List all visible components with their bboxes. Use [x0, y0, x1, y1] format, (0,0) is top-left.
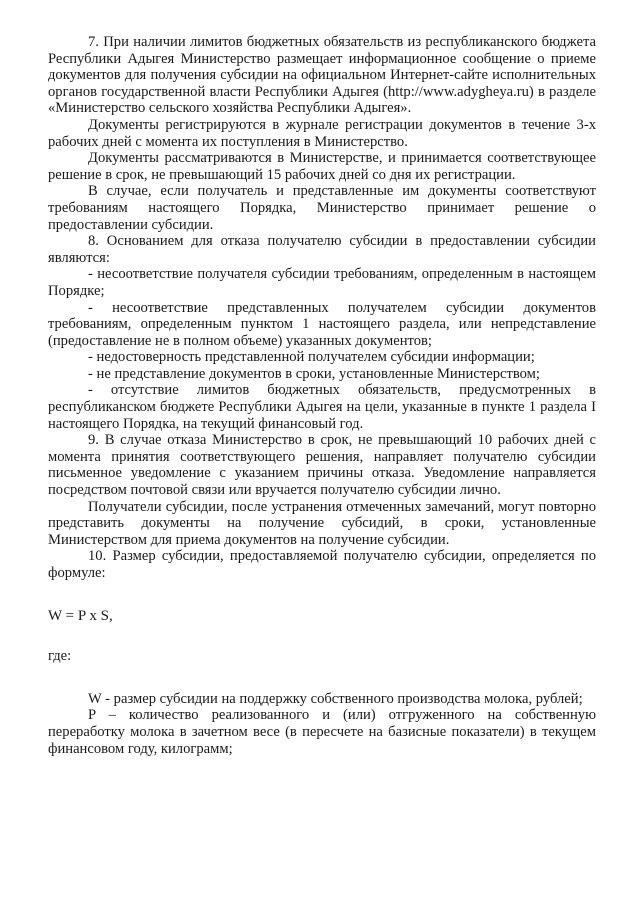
document-page [48, 34, 596, 757]
paragraph-registration: Документы регистрируются в журнале регистрации документов в течение 3-х рабочих дней с момента их поступления в Министерство. [48, 116, 596, 150]
paragraph-7-announcement: 7. При наличии лимитов бюджетных обязательств из республиканского бюджета Республики Адыгея Министерство размещает информационное сообщение о приеме документов для получения субсидии на официальном Интернет-сайте исполнительных органов государственной власти Республики Адыгея (http://www.adygheya.ru) в разделе «Министерство сельского хозяйства Республики Адыгея». [48, 34, 596, 117]
paragraph-resubmission: Получатели субсидии, после устранения отмеченных замечаний, могут повторно представить документы на получение субсидий, в сроки, установленные Министерством для приема документов на получение субсидии. [48, 498, 596, 548]
list-item-refusal-3: - недостоверность представленной получателем субсидии информации; [88, 349, 535, 366]
list-item-refusal-5: - отсутствие лимитов бюджетных обязательств, предусмотренных в республиканском бюджете Республики Адыгея на цели, указанные в пункте 1 раздела I настоящего Порядка, на текущий финансовый год. [48, 382, 596, 432]
where-label: где: [48, 648, 72, 665]
list-item-refusal-2: - несоответствие представленных получателем субсидии документов требованиям, определенным пунктом 1 настоящего раздела, или непредставление (предоставление не в полном объеме) указанных документов; [48, 299, 596, 349]
paragraph-9-notification: 9. В случае отказа Министерство в срок, не превышающий 10 рабочих дней с момента принятия соответствующего решения, направляет получателю субсидии письменное уведомление с указанием причины отказа. Уведомление направляется посредством почтовой связи или вручается получателю субсидии лично. [48, 432, 596, 499]
paragraph-10-subsidy-size: 10. Размер субсидии, предоставляемой получателю субсидии, определяется по формуле: [48, 548, 596, 581]
list-item-refusal-4: - не представление документов в сроки, установленные Министерством; [88, 365, 540, 382]
paragraph-review: Документы рассматриваются в Министерстве, и принимается соответствующее решение в срок, не превышающий 15 рабочих дней со дня их регистрации. [48, 150, 596, 183]
definition-p: P – количество реализованного и (или) отгруженного на собственную переработку молока в зачетном весе (в пересчете на базисные показатели) в текущем финансовом году, килограмм; [48, 707, 596, 757]
paragraph-approval: В случае, если получатель и представленные им документы соответствуют требованиям настоящего Порядка, Министерство принимает решение о предоставлении субсидии. [48, 183, 596, 233]
paragraph-8-refusal-grounds: 8. Основанием для отказа получателю субсидии в предоставлении субсидии являются: [48, 233, 596, 266]
subsidy-formula: W = P x S, [48, 607, 113, 624]
definition-w: W - размер субсидии на поддержку собственного производства молока, рублей; [88, 690, 583, 707]
list-item-refusal-1: - несоответствие получателя субсидии требованиям, определенным в настоящем Порядке; [48, 266, 596, 299]
